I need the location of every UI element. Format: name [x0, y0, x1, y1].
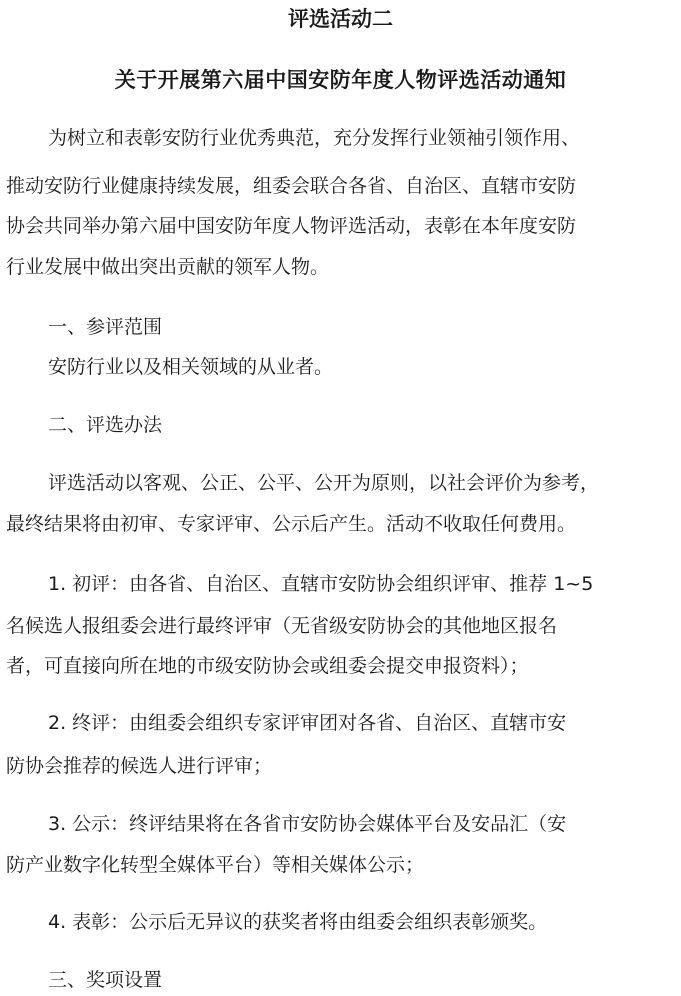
intro-line: 协会共同举办第六届中国安防年度人物评选活动，表彰在本年度安防	[6, 215, 577, 237]
section-heading-awards: 三、奖项设置	[48, 969, 163, 991]
principle-line: 最终结果将由初审、专家评审、公示后产生。活动不收取任何费用。	[6, 513, 577, 535]
step1-line: 名候选人报组委会进行最终评审（无省级安防协会的其他地区报名	[6, 615, 558, 637]
intro-line: 推动安防行业健康持续发展，组委会联合各省、自治区、直辖市安防	[6, 175, 577, 197]
document-subtitle: 关于开展第六届中国安防年度人物评选活动通知	[114, 68, 567, 92]
step1-line: 1. 初评：由各省、自治区、直辖市安防协会组织评审、推荐 1~5	[48, 573, 594, 595]
step2-line: 防协会推荐的候选人进行评审；	[6, 755, 273, 777]
section-heading-scope: 一、参评范围	[48, 316, 163, 338]
intro-line: 为树立和表彰安防行业优秀典范，充分发挥行业领袖引领作用、	[48, 127, 581, 149]
step3-line: 防产业数字化转型全媒体平台）等相关媒体公示；	[6, 854, 425, 876]
section-heading-method: 二、评选办法	[48, 414, 163, 436]
document-title: 评选活动二	[288, 7, 393, 31]
scope-text: 安防行业以及相关领域的从业者。	[48, 356, 334, 378]
intro-line: 行业发展中做出突出贡献的领军人物。	[6, 256, 330, 278]
principle-line: 评选活动以客观、公正、公平、公开为原则，以社会评价为参考，	[48, 472, 600, 494]
step3-line: 3. 公示：终评结果将在各省市安防协会媒体平台及安品汇（安	[48, 813, 567, 835]
step2-line: 2. 终评：由组委会组织专家评审团对各省、自治区、直辖市安	[48, 712, 567, 734]
step4-line: 4. 表彰：公示后无异议的获奖者将由组委会组织表彰颁奖。	[48, 911, 548, 933]
step1-line: 者，可直接向所在地的市级安防协会或组委会提交申报资料）；	[6, 655, 529, 677]
